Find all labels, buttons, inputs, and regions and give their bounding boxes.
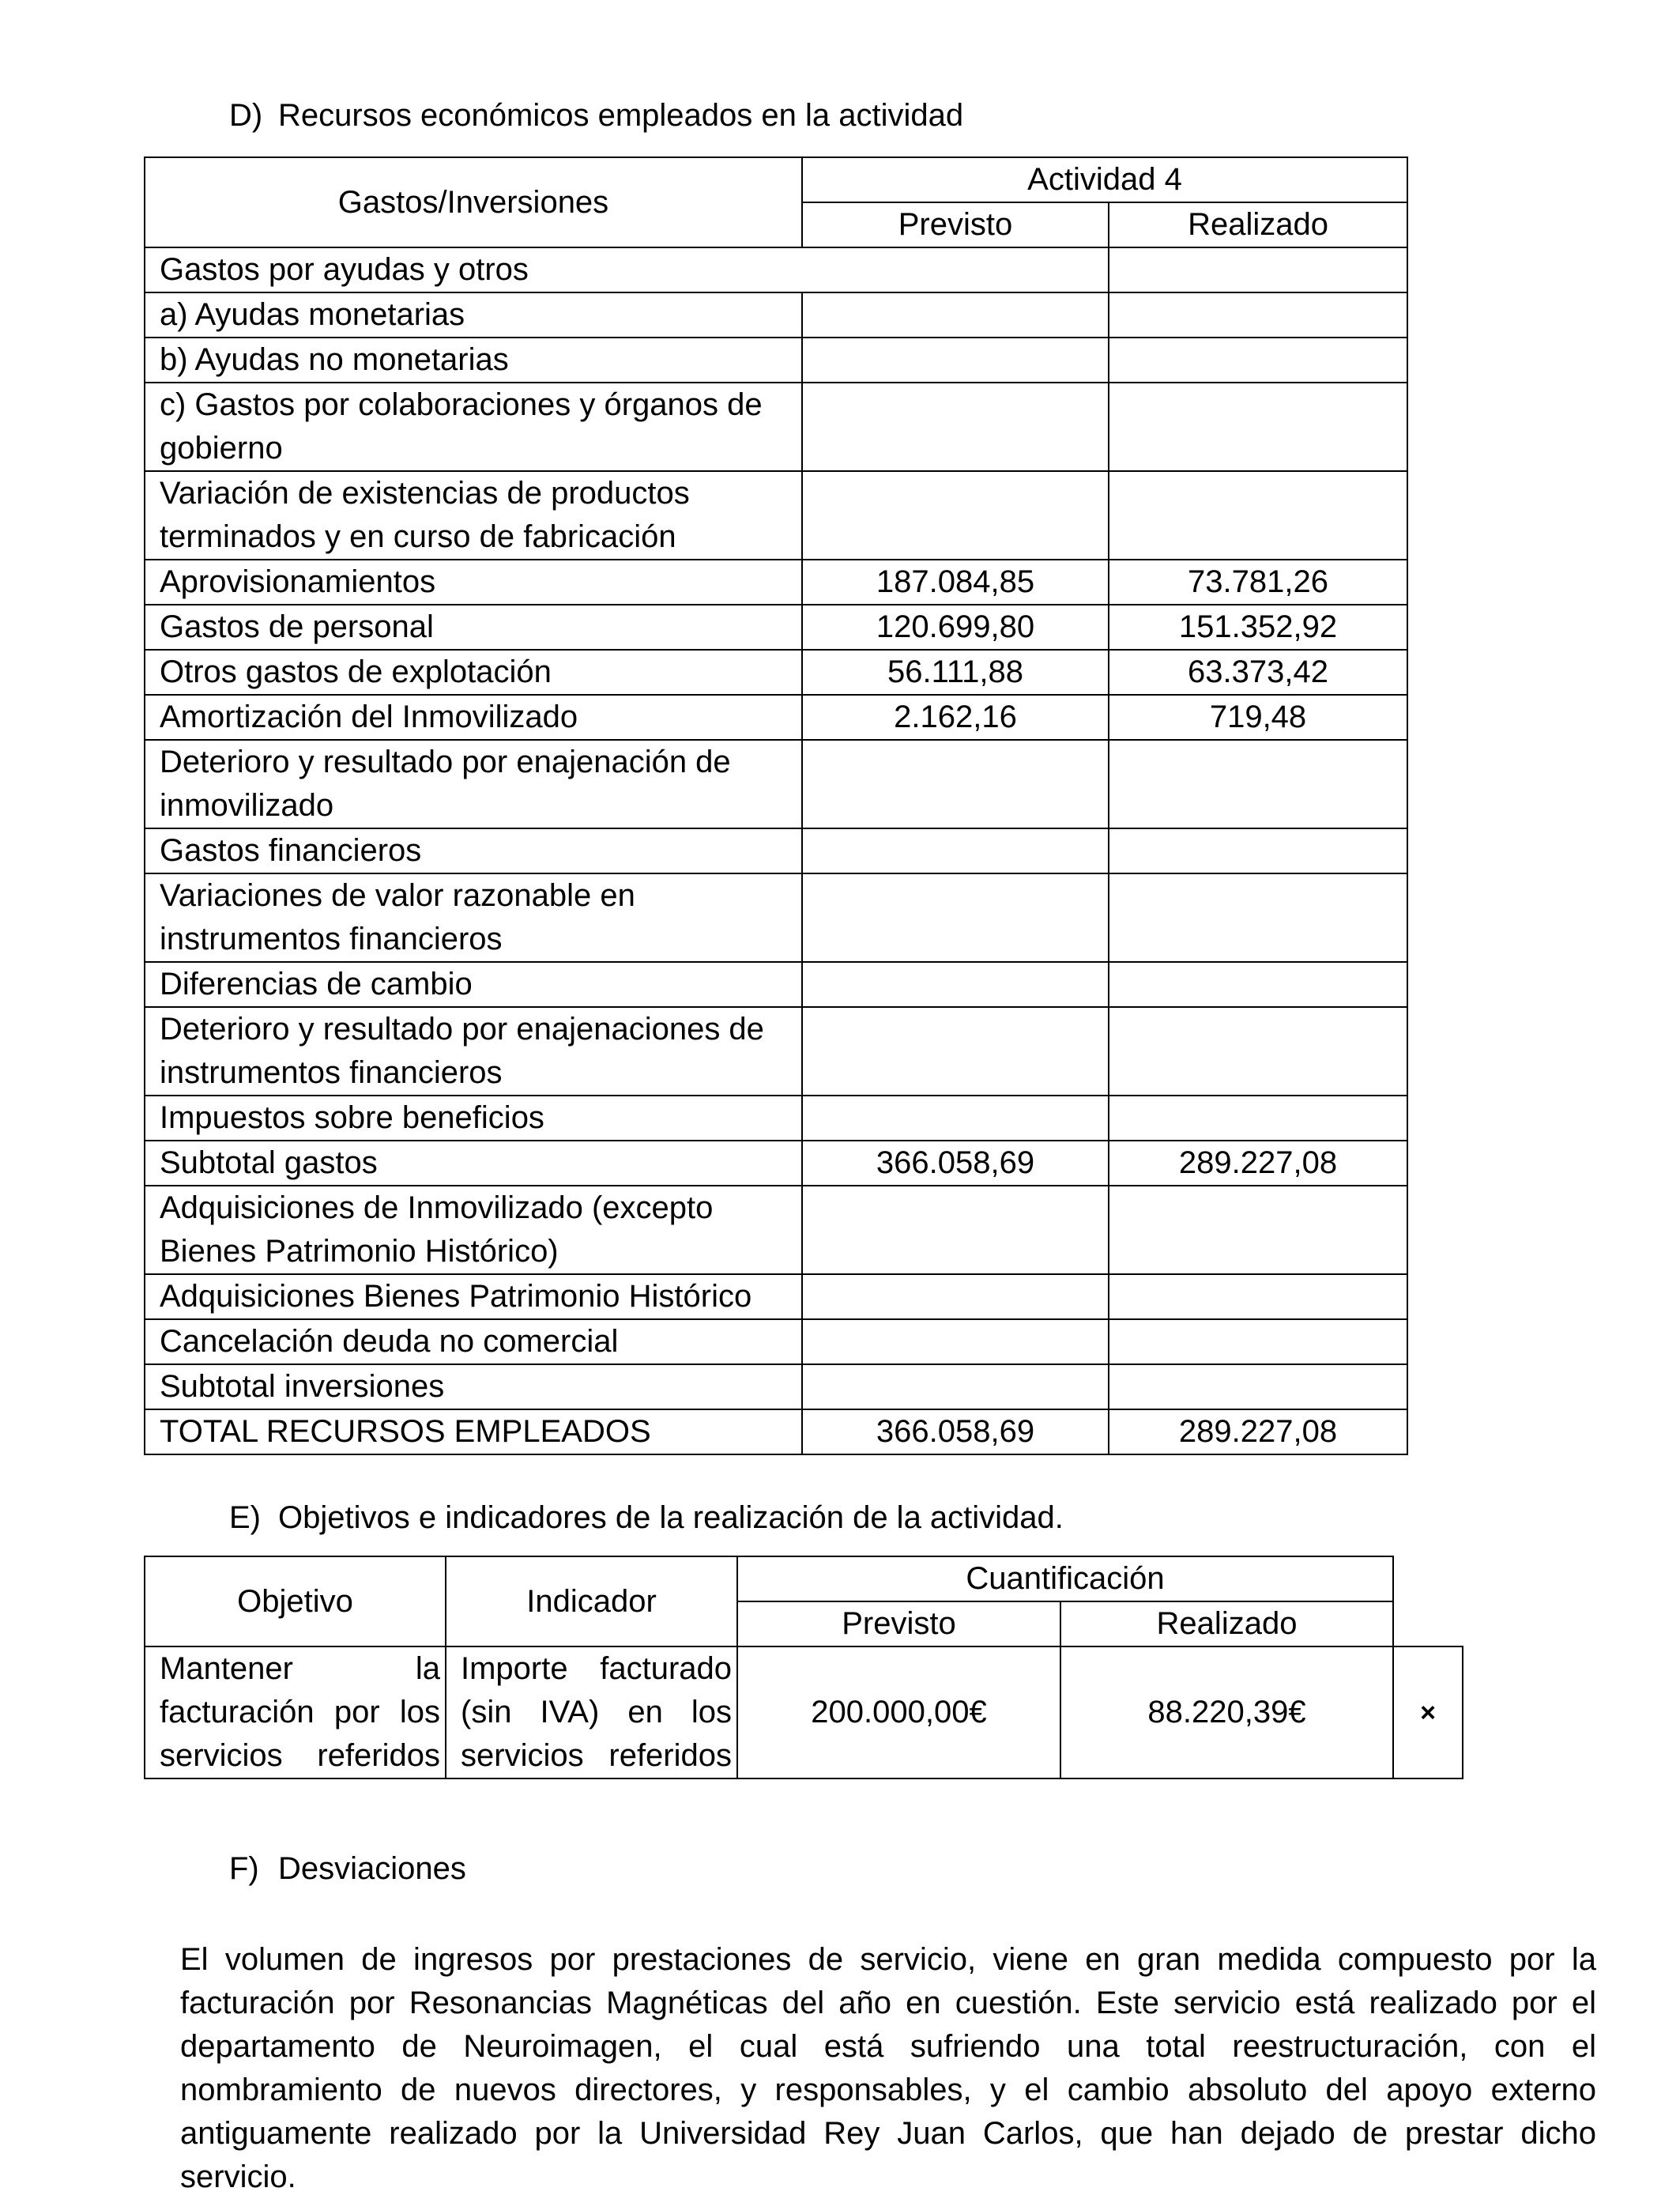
row-previsto: 2.162,16 xyxy=(802,695,1109,740)
row-realizado xyxy=(1109,471,1407,560)
header-realizado: Realizado xyxy=(1060,1601,1393,1646)
header-previsto: Previsto xyxy=(802,202,1109,247)
row-label: Subtotal gastos xyxy=(145,1141,802,1186)
row-realizado xyxy=(1109,740,1407,828)
row-realizado xyxy=(1109,1364,1407,1409)
section-d-heading xyxy=(229,96,963,134)
table-row xyxy=(145,740,1407,828)
deviations-paragraph: El volumen de ingresos por prestaciones de servicio, viene en gran medida compuesto por la facturación por Resonancias Magnéticas del año en cuestión. Este servicio está realizado por el departamento de Neuroimagen, el cual está sufriendo una total reestructuración, con el nombramiento de nuevos directores, y responsables, y el cambio absoluto del apoyo externo antiguamente realizado por la Universidad Rey Juan Carlos, que han dejado de prestar dicho servicio. xyxy=(180,1942,1596,2194)
row-label: Adquisiciones Bienes Patrimonio Histórico xyxy=(145,1274,802,1319)
row-label: Deterioro y resultado por enajenaciones de instrumentos financieros xyxy=(145,1007,802,1096)
row-label: TOTAL RECURSOS EMPLEADOS xyxy=(145,1409,802,1454)
row-realizado: 73.781,26 xyxy=(1109,560,1407,605)
header-indicador: Indicador xyxy=(446,1556,737,1646)
row-realizado xyxy=(1109,1274,1407,1319)
row-label: Deterioro y resultado por enajenación de inmovilizado xyxy=(145,740,802,828)
objective-cell: Mantener la facturación por los servicios referidos xyxy=(145,1646,446,1778)
table-row xyxy=(145,383,1407,471)
table-row xyxy=(145,1364,1407,1409)
row-label: c) Gastos por colaboraciones y órganos de gobierno xyxy=(145,383,802,471)
table-row xyxy=(145,962,1407,1007)
row-label: Diferencias de cambio xyxy=(145,962,802,1007)
actual-cell: 88.220,39€ xyxy=(1060,1646,1393,1778)
indicator-cell: Importe facturado (sin IVA) en los servicios referidos xyxy=(446,1646,737,1778)
row-previsto xyxy=(802,1186,1109,1274)
section-e-heading xyxy=(229,1499,1064,1537)
row-label: Adquisiciones de Inmovilizado (excepto Bienes Patrimonio Histórico) xyxy=(145,1186,802,1274)
row-previsto xyxy=(802,873,1109,962)
row-label: Impuestos sobre beneficios xyxy=(145,1096,802,1141)
row-realizado: 63.373,42 xyxy=(1109,650,1407,695)
row-previsto xyxy=(802,962,1109,1007)
close-icon[interactable]: × xyxy=(1420,1698,1436,1728)
row-realizado: 289.227,08 xyxy=(1109,1141,1407,1186)
section-f-title: Desviaciones xyxy=(278,1851,466,1886)
row-label: Subtotal inversiones xyxy=(145,1364,802,1409)
row-realizado xyxy=(1109,1007,1407,1096)
section-f-heading xyxy=(229,1850,466,1888)
row-previsto xyxy=(802,1096,1109,1141)
table-row xyxy=(145,828,1407,873)
header-activity: Actividad 4 xyxy=(802,157,1407,202)
objectives-header-row xyxy=(145,1556,1463,1601)
row-label: Variación de existencias de productos terminados y en curso de fabricación xyxy=(145,471,802,560)
table-row xyxy=(145,338,1407,383)
row-label: Variaciones de valor razonable en instrumentos financieros xyxy=(145,873,802,962)
row-label: Gastos financieros xyxy=(145,828,802,873)
header-spacer xyxy=(1393,1556,1463,1646)
row-action-cell xyxy=(1393,1646,1463,1778)
table-row xyxy=(145,695,1407,740)
row-label: Cancelación deuda no comercial xyxy=(145,1319,802,1364)
row-previsto xyxy=(802,292,1109,338)
table-row xyxy=(145,1319,1407,1364)
table-row xyxy=(145,1409,1407,1454)
table-row xyxy=(145,1096,1407,1141)
row-realizado xyxy=(1109,962,1407,1007)
row-label: Gastos de personal xyxy=(145,605,802,650)
resources-header-row xyxy=(145,157,1407,202)
row-realizado xyxy=(1109,383,1407,471)
header-realizado: Realizado xyxy=(1109,202,1407,247)
row-realizado xyxy=(1109,873,1407,962)
row-previsto xyxy=(802,828,1109,873)
row-realizado: 151.352,92 xyxy=(1109,605,1407,650)
group-label: Gastos por ayudas y otros xyxy=(145,247,1109,292)
header-gastos-inversiones: Gastos/Inversiones xyxy=(145,157,802,247)
table-row xyxy=(145,471,1407,560)
row-realizado: 719,48 xyxy=(1109,695,1407,740)
row-previsto xyxy=(802,1364,1109,1409)
row-previsto: 187.084,85 xyxy=(802,560,1109,605)
section-e-title: Objetivos e indicadores de la realización de la actividad. xyxy=(278,1500,1064,1535)
header-objetivo: Objetivo xyxy=(145,1556,446,1646)
row-realizado xyxy=(1109,1186,1407,1274)
row-realizado xyxy=(1109,338,1407,383)
row-label: b) Ayudas no monetarias xyxy=(145,338,802,383)
header-cuantificacion: Cuantificación xyxy=(737,1556,1393,1601)
row-label: a) Ayudas monetarias xyxy=(145,292,802,338)
resources-group-row xyxy=(145,247,1407,292)
planned-cell: 200.000,00€ xyxy=(737,1646,1060,1778)
row-realizado: 289.227,08 xyxy=(1109,1409,1407,1454)
section-f-letter: F) xyxy=(229,1851,259,1886)
table-row xyxy=(145,650,1407,695)
row-previsto: 366.058,69 xyxy=(802,1409,1109,1454)
row-realizado xyxy=(1109,828,1407,873)
objectives-table xyxy=(144,1556,1463,1779)
table-row xyxy=(145,873,1407,962)
row-previsto xyxy=(802,1274,1109,1319)
table-row xyxy=(145,292,1407,338)
row-label: Amortización del Inmovilizado xyxy=(145,695,802,740)
row-previsto: 120.699,80 xyxy=(802,605,1109,650)
section-e-letter: E) xyxy=(229,1500,261,1535)
table-row xyxy=(145,1274,1407,1319)
table-row xyxy=(145,1007,1407,1096)
table-row xyxy=(145,1186,1407,1274)
row-previsto xyxy=(802,1319,1109,1364)
table-row xyxy=(145,560,1407,605)
row-previsto: 366.058,69 xyxy=(802,1141,1109,1186)
resources-table xyxy=(144,157,1408,1455)
header-previsto: Previsto xyxy=(737,1601,1060,1646)
row-previsto xyxy=(802,338,1109,383)
row-label: Aprovisionamientos xyxy=(145,560,802,605)
row-realizado xyxy=(1109,1096,1407,1141)
row-realizado xyxy=(1109,292,1407,338)
row-previsto: 56.111,88 xyxy=(802,650,1109,695)
section-d-letter: D) xyxy=(229,98,263,133)
row-previsto xyxy=(802,1007,1109,1096)
table-row xyxy=(145,605,1407,650)
row-realizado xyxy=(1109,1319,1407,1364)
table-row xyxy=(145,1646,1463,1778)
table-row xyxy=(145,1141,1407,1186)
section-d-title: Recursos económicos empleados en la actividad xyxy=(278,98,964,133)
group-actual-cell xyxy=(1109,247,1407,292)
row-previsto xyxy=(802,740,1109,828)
row-previsto xyxy=(802,383,1109,471)
row-label: Otros gastos de explotación xyxy=(145,650,802,695)
row-previsto xyxy=(802,471,1109,560)
